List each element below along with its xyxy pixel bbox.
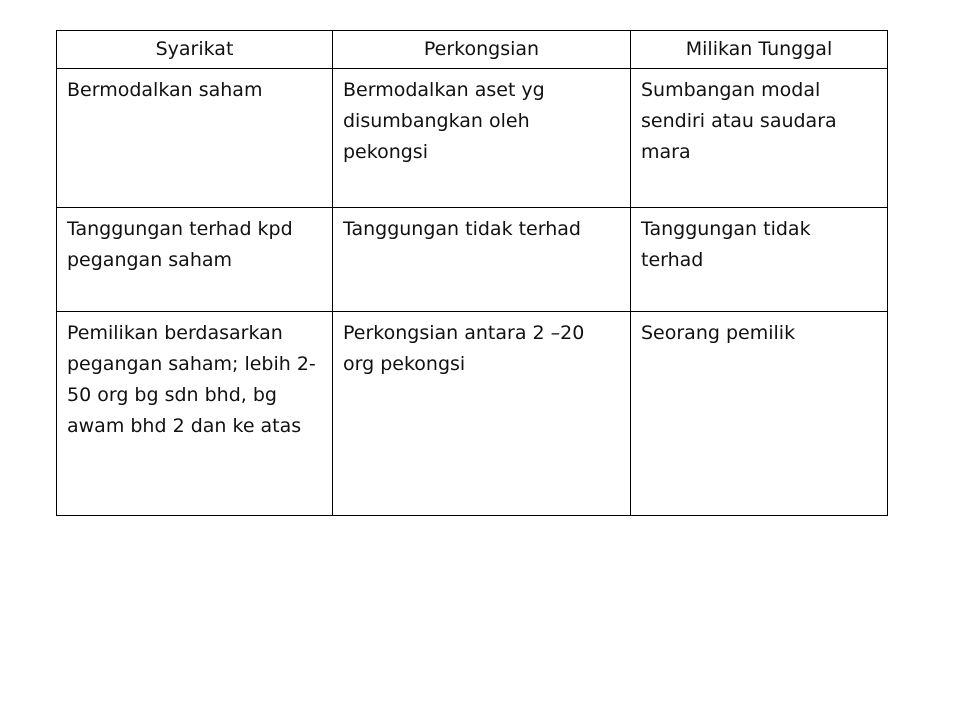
table-cell: Tanggungan tidak terhad — [333, 208, 631, 312]
table-cell: Sumbangan modal sendiri atau saudara mara — [631, 69, 888, 208]
table-cell: Pemilikan berdasarkan pegangan saham; lebih 2-50 org bg sdn bhd, bg awam bhd 2 dan ke atas — [57, 312, 333, 516]
header-milikan-tunggal: Milikan Tunggal — [631, 31, 888, 69]
header-row — [57, 31, 888, 69]
table-cell: Seorang pemilik — [631, 312, 888, 516]
header-syarikat: Syarikat — [57, 31, 333, 69]
table-cell: Tanggungan tidak terhad — [631, 208, 888, 312]
table-header — [57, 31, 888, 69]
comparison-table — [56, 30, 888, 516]
table-cell: Bermodalkan aset yg disumbangkan oleh pekongsi — [333, 69, 631, 208]
table-row-capital — [57, 69, 888, 208]
table-row-ownership — [57, 312, 888, 516]
table-cell: Perkongsian antara 2 –20 org pekongsi — [333, 312, 631, 516]
table-cell: Bermodalkan saham — [57, 69, 333, 208]
header-perkongsian: Perkongsian — [333, 31, 631, 69]
table-cell: Tanggungan terhad kpd pegangan saham — [57, 208, 333, 312]
table-body — [57, 69, 888, 516]
table-row-liability — [57, 208, 888, 312]
